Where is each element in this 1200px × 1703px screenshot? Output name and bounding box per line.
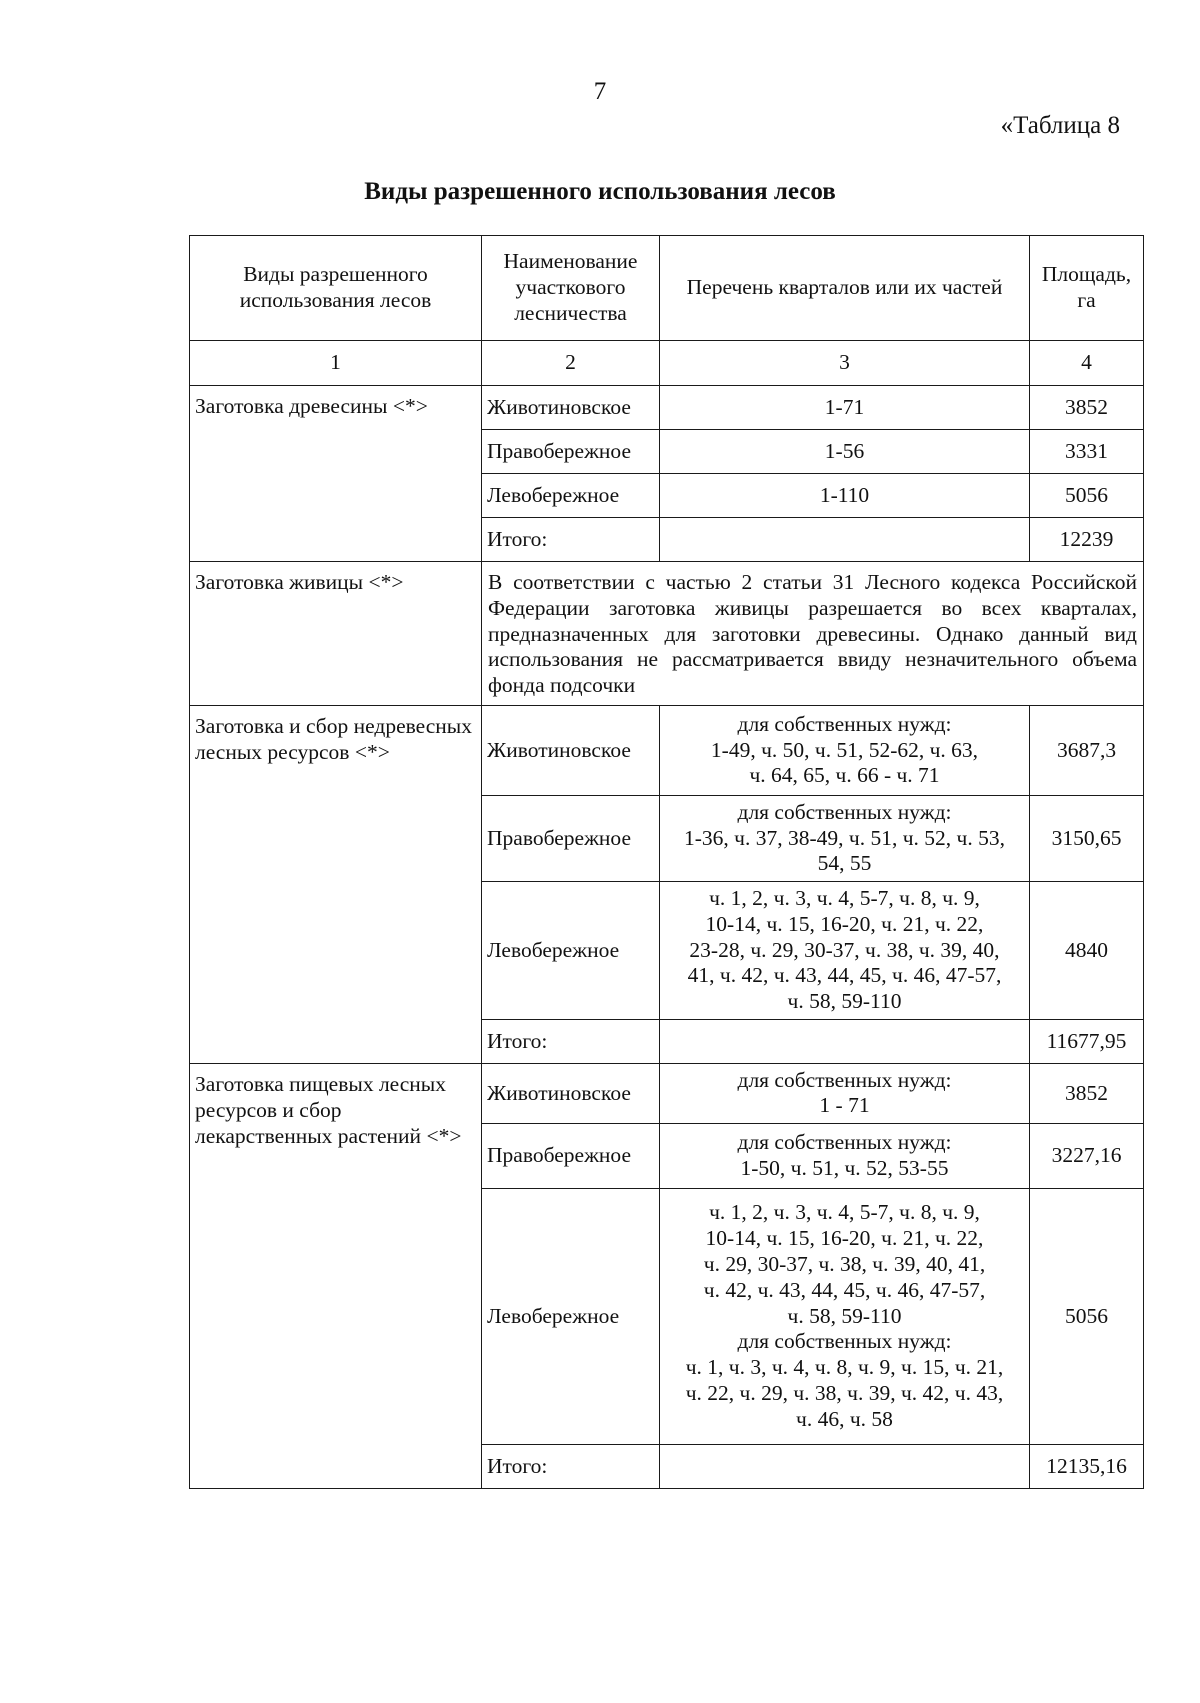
quarters-line: ч. 1, 2, ч. 3, ч. 4, 5-7, ч. 8, ч. 9, [709, 1200, 980, 1225]
quarters-cell [660, 1188, 1030, 1444]
area-cell: 4840 [1030, 881, 1144, 1019]
forestry-name: Левобережное [482, 1188, 660, 1444]
quarters-line: для собственных нужд: [737, 799, 952, 824]
table-row [190, 562, 1144, 706]
column-number: 4 [1030, 341, 1144, 386]
use-type-food-resources: Заготовка пищевых лесных ресурсов и сбор лекарственных растений <*> [190, 1063, 482, 1488]
total-area: 12135,16 [1030, 1444, 1144, 1488]
quarters-cell [660, 1063, 1030, 1123]
table-caption: «Таблица 8 [1000, 112, 1120, 139]
quarters-line: ч. 1, ч. 3, ч. 4, ч. 8, ч. 9, ч. 15, ч. 21, [685, 1355, 1004, 1380]
quarters-cell: 1-56 [660, 430, 1030, 474]
quarters-line: 1-36, ч. 37, 38-49, ч. 51, ч. 52, ч. 53, [684, 825, 1005, 850]
area-cell: 3687,3 [1030, 705, 1144, 795]
forestry-name: Правобережное [482, 1123, 660, 1188]
forestry-name: Правобережное [482, 430, 660, 474]
quarters-line: 1 - 71 [819, 1093, 870, 1118]
table-header-row [190, 236, 1144, 341]
empty-cell [660, 518, 1030, 562]
use-type-resin: Заготовка живицы <*> [190, 562, 482, 706]
empty-cell [660, 1019, 1030, 1063]
area-cell: 3852 [1030, 386, 1144, 430]
quarters-cell: 1-110 [660, 474, 1030, 518]
quarters-line: 10-14, ч. 15, 16-20, ч. 21, ч. 22, [705, 1226, 984, 1251]
quarters-line: для собственных нужд: [737, 711, 952, 736]
quarters-line: для собственных нужд: [737, 1329, 952, 1354]
header-area: Площадь, га [1030, 236, 1144, 341]
quarters-line: 1-49, ч. 50, ч. 51, 52-62, ч. 63, [710, 737, 979, 762]
quarters-line: ч. 42, ч. 43, 44, 45, ч. 46, 47-57, [703, 1277, 986, 1302]
quarters-line: для собственных нужд: [737, 1130, 952, 1155]
area-cell: 5056 [1030, 474, 1144, 518]
quarters-line: ч. 64, 65, ч. 66 - ч. 71 [749, 763, 940, 788]
quarters-line: 54, 55 [817, 851, 872, 876]
document-title: Виды разрешенного использования лесов [364, 178, 836, 205]
table-row [190, 386, 1144, 430]
column-number: 3 [660, 341, 1030, 386]
quarters-cell [660, 881, 1030, 1019]
total-area: 12239 [1030, 518, 1144, 562]
quarters-line: 10-14, ч. 15, 16-20, ч. 21, ч. 22, [705, 911, 984, 936]
area-cell: 3227,16 [1030, 1123, 1144, 1188]
resin-note: В соответствии с частью 2 статьи 31 Лесного кодекса Российской Федерации заготовка живицы разрешается во всех кварталах, предназначенных для заготовки древесины. Однако данный вид использования не рассматривается ввиду незначительного объема фонда подсочки [482, 562, 1144, 706]
forestry-name: Животиновское [482, 1063, 660, 1123]
total-area: 11677,95 [1030, 1019, 1144, 1063]
area-cell: 5056 [1030, 1188, 1144, 1444]
header-forestry-name: Наименование участкового лесничества [482, 236, 660, 341]
forestry-name: Левобережное [482, 474, 660, 518]
table-row [190, 1063, 1144, 1123]
forestry-name: Животиновское [482, 705, 660, 795]
forest-use-table [189, 235, 1144, 1489]
quarters-line: 1-50, ч. 51, ч. 52, 53-55 [740, 1155, 949, 1180]
quarters-line: ч. 58, 59-110 [787, 1303, 902, 1328]
column-number-row [190, 341, 1144, 386]
quarters-line: 41, ч. 42, ч. 43, 44, 45, ч. 46, 47-57, [687, 963, 1002, 988]
quarters-line: 23-28, ч. 29, 30-37, ч. 38, ч. 39, 40, [689, 937, 1000, 962]
total-label: Итого: [482, 518, 660, 562]
quarters-line: ч. 29, 30-37, ч. 38, ч. 39, 40, 41, [703, 1251, 986, 1276]
page-number: 7 [593, 78, 607, 105]
quarters-cell [660, 1123, 1030, 1188]
quarters-cell [660, 795, 1030, 881]
forestry-name: Животиновское [482, 386, 660, 430]
column-number: 2 [482, 341, 660, 386]
quarters-line: ч. 1, 2, ч. 3, ч. 4, 5-7, ч. 8, ч. 9, [709, 885, 980, 910]
use-type-non-timber: Заготовка и сбор недревесных лесных ресурсов <*> [190, 705, 482, 1063]
total-label: Итого: [482, 1444, 660, 1488]
area-cell: 3150,65 [1030, 795, 1144, 881]
quarters-line: ч. 46, ч. 58 [796, 1406, 893, 1431]
quarters-line: для собственных нужд: [737, 1067, 952, 1092]
area-cell: 3852 [1030, 1063, 1144, 1123]
quarters-cell [660, 705, 1030, 795]
quarters-line: ч. 58, 59-110 [787, 989, 902, 1014]
total-label: Итого: [482, 1019, 660, 1063]
column-number: 1 [190, 341, 482, 386]
forestry-name: Левобережное [482, 881, 660, 1019]
header-use-type: Виды разрешенного использования лесов [190, 236, 482, 341]
empty-cell [660, 1444, 1030, 1488]
header-quarters-list: Перечень кварталов или их частей [660, 236, 1030, 341]
use-type-timber: Заготовка древесины <*> [190, 386, 482, 562]
forestry-name: Правобережное [482, 795, 660, 881]
quarters-line: ч. 22, ч. 29, ч. 38, ч. 39, ч. 42, ч. 43, [685, 1380, 1004, 1405]
table-row [190, 705, 1144, 795]
area-cell: 3331 [1030, 430, 1144, 474]
quarters-cell: 1-71 [660, 386, 1030, 430]
